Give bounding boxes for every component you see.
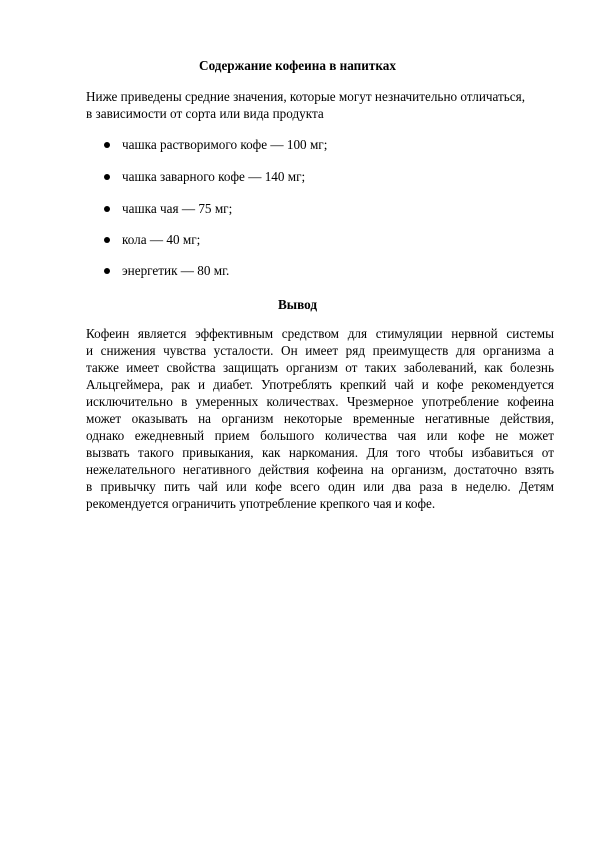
list-item-text: чашка чая — 75 мг; [122,201,233,216]
bullet-icon [104,268,110,274]
conclusion-heading: Вывод [277,297,317,312]
conclusion-line: и снижения чувства усталости. Он имеет ряд преимуществ для организма а [86,343,554,358]
conclusion-line: Кофеин является эффективным средством для стимуляции нервной системы [86,326,554,341]
conclusion-line: исключительно в умеренных количествах. Чрезмерное употребление кофеина [86,394,554,409]
intro-line: Ниже приведены средние значения, которые могут незначительно отличаться, [86,89,526,104]
conclusion-line: рекомендуется ограничить употребление крепкого чая и кофе. [86,496,436,511]
bullet-icon [104,142,110,148]
conclusion-line: вызвать такого привыкания, как наркомания. Для того чтобы избавиться от [86,445,554,460]
list-item [0,137,500,153]
conclusion-line: может оказывать на организм некоторые временные негативные действия, [86,411,554,426]
list-item [0,169,500,185]
list-item [0,201,500,217]
list-item-text: кола — 40 мг; [122,232,201,247]
page-title: Содержание кофеина в напитках [199,58,396,73]
list-item-text: чашка растворимого кофе — 100 мг; [122,137,328,152]
bullet-icon [104,174,110,180]
conclusion-paragraph [86,325,554,512]
bullet-icon [104,206,110,212]
conclusion-line: также имеет свойства защищать организм от таких заболеваний, как болезнь [86,360,554,375]
conclusion-line: Альцгеймера, рак и диабет. Употреблять крепкий чай и кофе рекомендуется [86,377,554,392]
conclusion-line: в привычку пить чай или кофе всего один или два раза в неделю. Детям [86,479,554,494]
list-item-text: чашка заварного кофе — 140 мг; [122,169,306,184]
bullet-icon [104,237,110,243]
list-item [0,232,500,248]
list-item-text: энергетик — 80 мг. [122,263,230,278]
intro-paragraph [86,88,556,122]
intro-line: в зависимости от сорта или вида продукта [86,106,324,121]
conclusion-line: однако ежедневный прием большого количества чая или кофе не может [86,428,554,443]
conclusion-line: нежелательного негативного действия кофеина на организм, достаточно взять [86,462,554,477]
list-item [0,263,500,279]
